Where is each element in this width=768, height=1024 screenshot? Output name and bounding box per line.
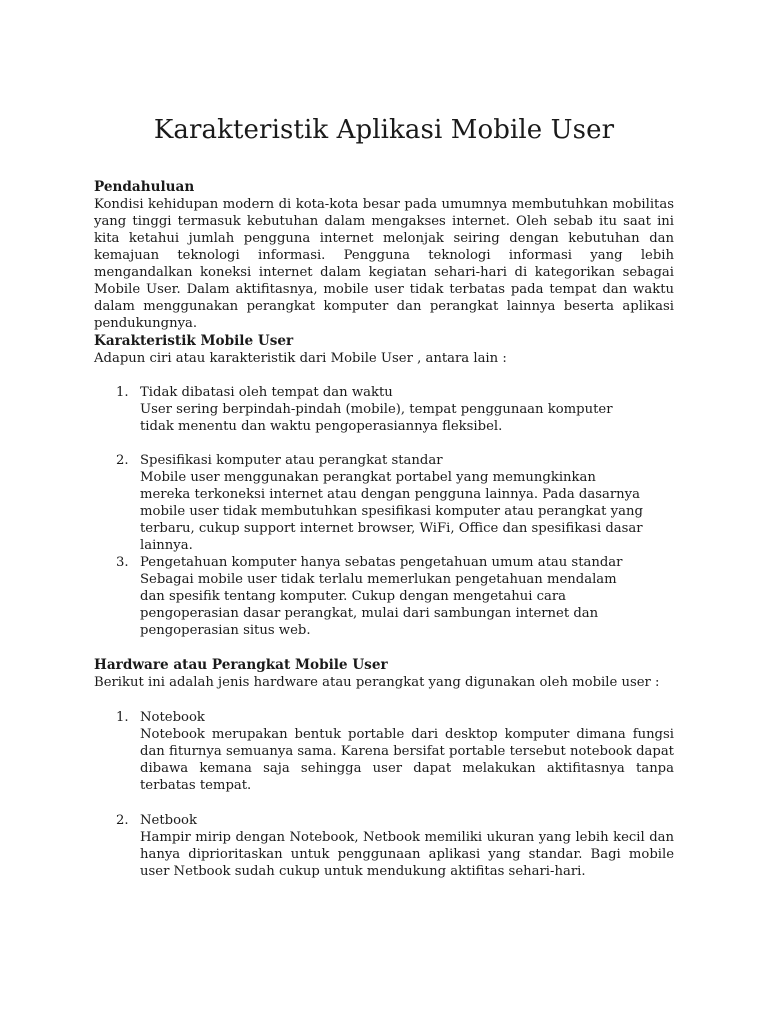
list-item-number: 3.: [116, 555, 129, 570]
list-item-number: 2.: [116, 813, 129, 828]
list-item-number: 1.: [116, 385, 129, 400]
hardware-lead: Berikut ini adalah jenis hardware atau perangkat yang digunakan oleh mobile user :: [94, 675, 660, 690]
characteristics-lead: Adapun ciri atau karakteristik dari Mobile User , antara lain :: [94, 351, 507, 366]
hardware-section: [94, 657, 674, 691]
list-item-text: Sebagai mobile user tidak terlalu memerlukan pengetahuan mendalam dan spesifik tentang komputer. Cukup dengan mengetahui cara pengoperasian dasar perangkat, mulai dari sambungan internet dan pengoperasian situs web.: [140, 572, 617, 638]
intro-paragraph: Kondisi kehidupan modern di kota-kota besar pada umumnya membutuhkan mobilitas yang tinggi termasuk kebutuhan dalam mengakses internet. Oleh sebab itu saat ini kita ketahui jumlah pengguna internet melonjak seiring dengan kebutuhan dan kemajuan teknologi informasi. Pengguna teknologi informasi yang lebih mengandalkan koneksi internet dalam kegiatan sehari-hari di kategorikan sebagai Mobile User. Dalam aktifitasnya, mobile user tidak terbatas pada tempat dan waktu dalam menggunakan perangkat komputer dan perangkat lainnya beserta aplikasi pendukungnya.: [94, 197, 674, 331]
characteristics-section: [94, 333, 674, 367]
list-item-text: Notebook merupakan bentuk portable dari desktop komputer dimana fungsi dan fiturnya semuanya sama. Karena bersifat portable tersebut notebook dapat dibawa kemana saja sehingga user dapat melakukan aktifitasnya tanpa terbatas tempat.: [140, 727, 674, 793]
characteristics-heading: Karakteristik Mobile User: [94, 333, 294, 349]
intro-heading: Pendahuluan: [94, 179, 195, 195]
list-item-number: 1.: [116, 710, 129, 725]
list-item-title: Spesifikasi komputer atau perangkat standar: [140, 453, 443, 468]
list-item-title: Pengetahuan komputer hanya sebatas pengetahuan umum atau standar: [140, 555, 623, 570]
list-item-title: Notebook: [140, 710, 205, 725]
intro-section: [94, 179, 674, 332]
list-item-number: 2.: [116, 453, 129, 468]
list-item-text: Hampir mirip dengan Notebook, Netbook memiliki ukuran yang lebih kecil dan hanya diprioritaskan untuk penggunaan aplikasi yang standar. Bagi mobile user Netbook sudah cukup untuk mendukung aktifitas sehari-hari.: [140, 830, 674, 879]
hardware-heading: Hardware atau Perangkat Mobile User: [94, 657, 388, 673]
list-item-title: Tidak dibatasi oleh tempat dan waktu: [140, 385, 393, 400]
document-title: Karakteristik Aplikasi Mobile User: [153, 115, 615, 145]
list-item-text: User sering berpindah-pindah (mobile), tempat penggunaan komputer tidak menentu dan waktu pengoperasiannya fleksibel.: [140, 402, 613, 434]
list-item-text: Mobile user menggunakan perangkat portabel yang memungkinkan mereka terkoneksi internet atau dengan pengguna lainnya. Pada dasarnya mobile user tidak membutuhkan spesifikasi komputer atau perangkat yang terbaru, cukup support internet browser, WiFi, Office dan spesifikasi dasar lainnya.: [140, 470, 643, 553]
list-item-title: Netbook: [140, 813, 197, 828]
